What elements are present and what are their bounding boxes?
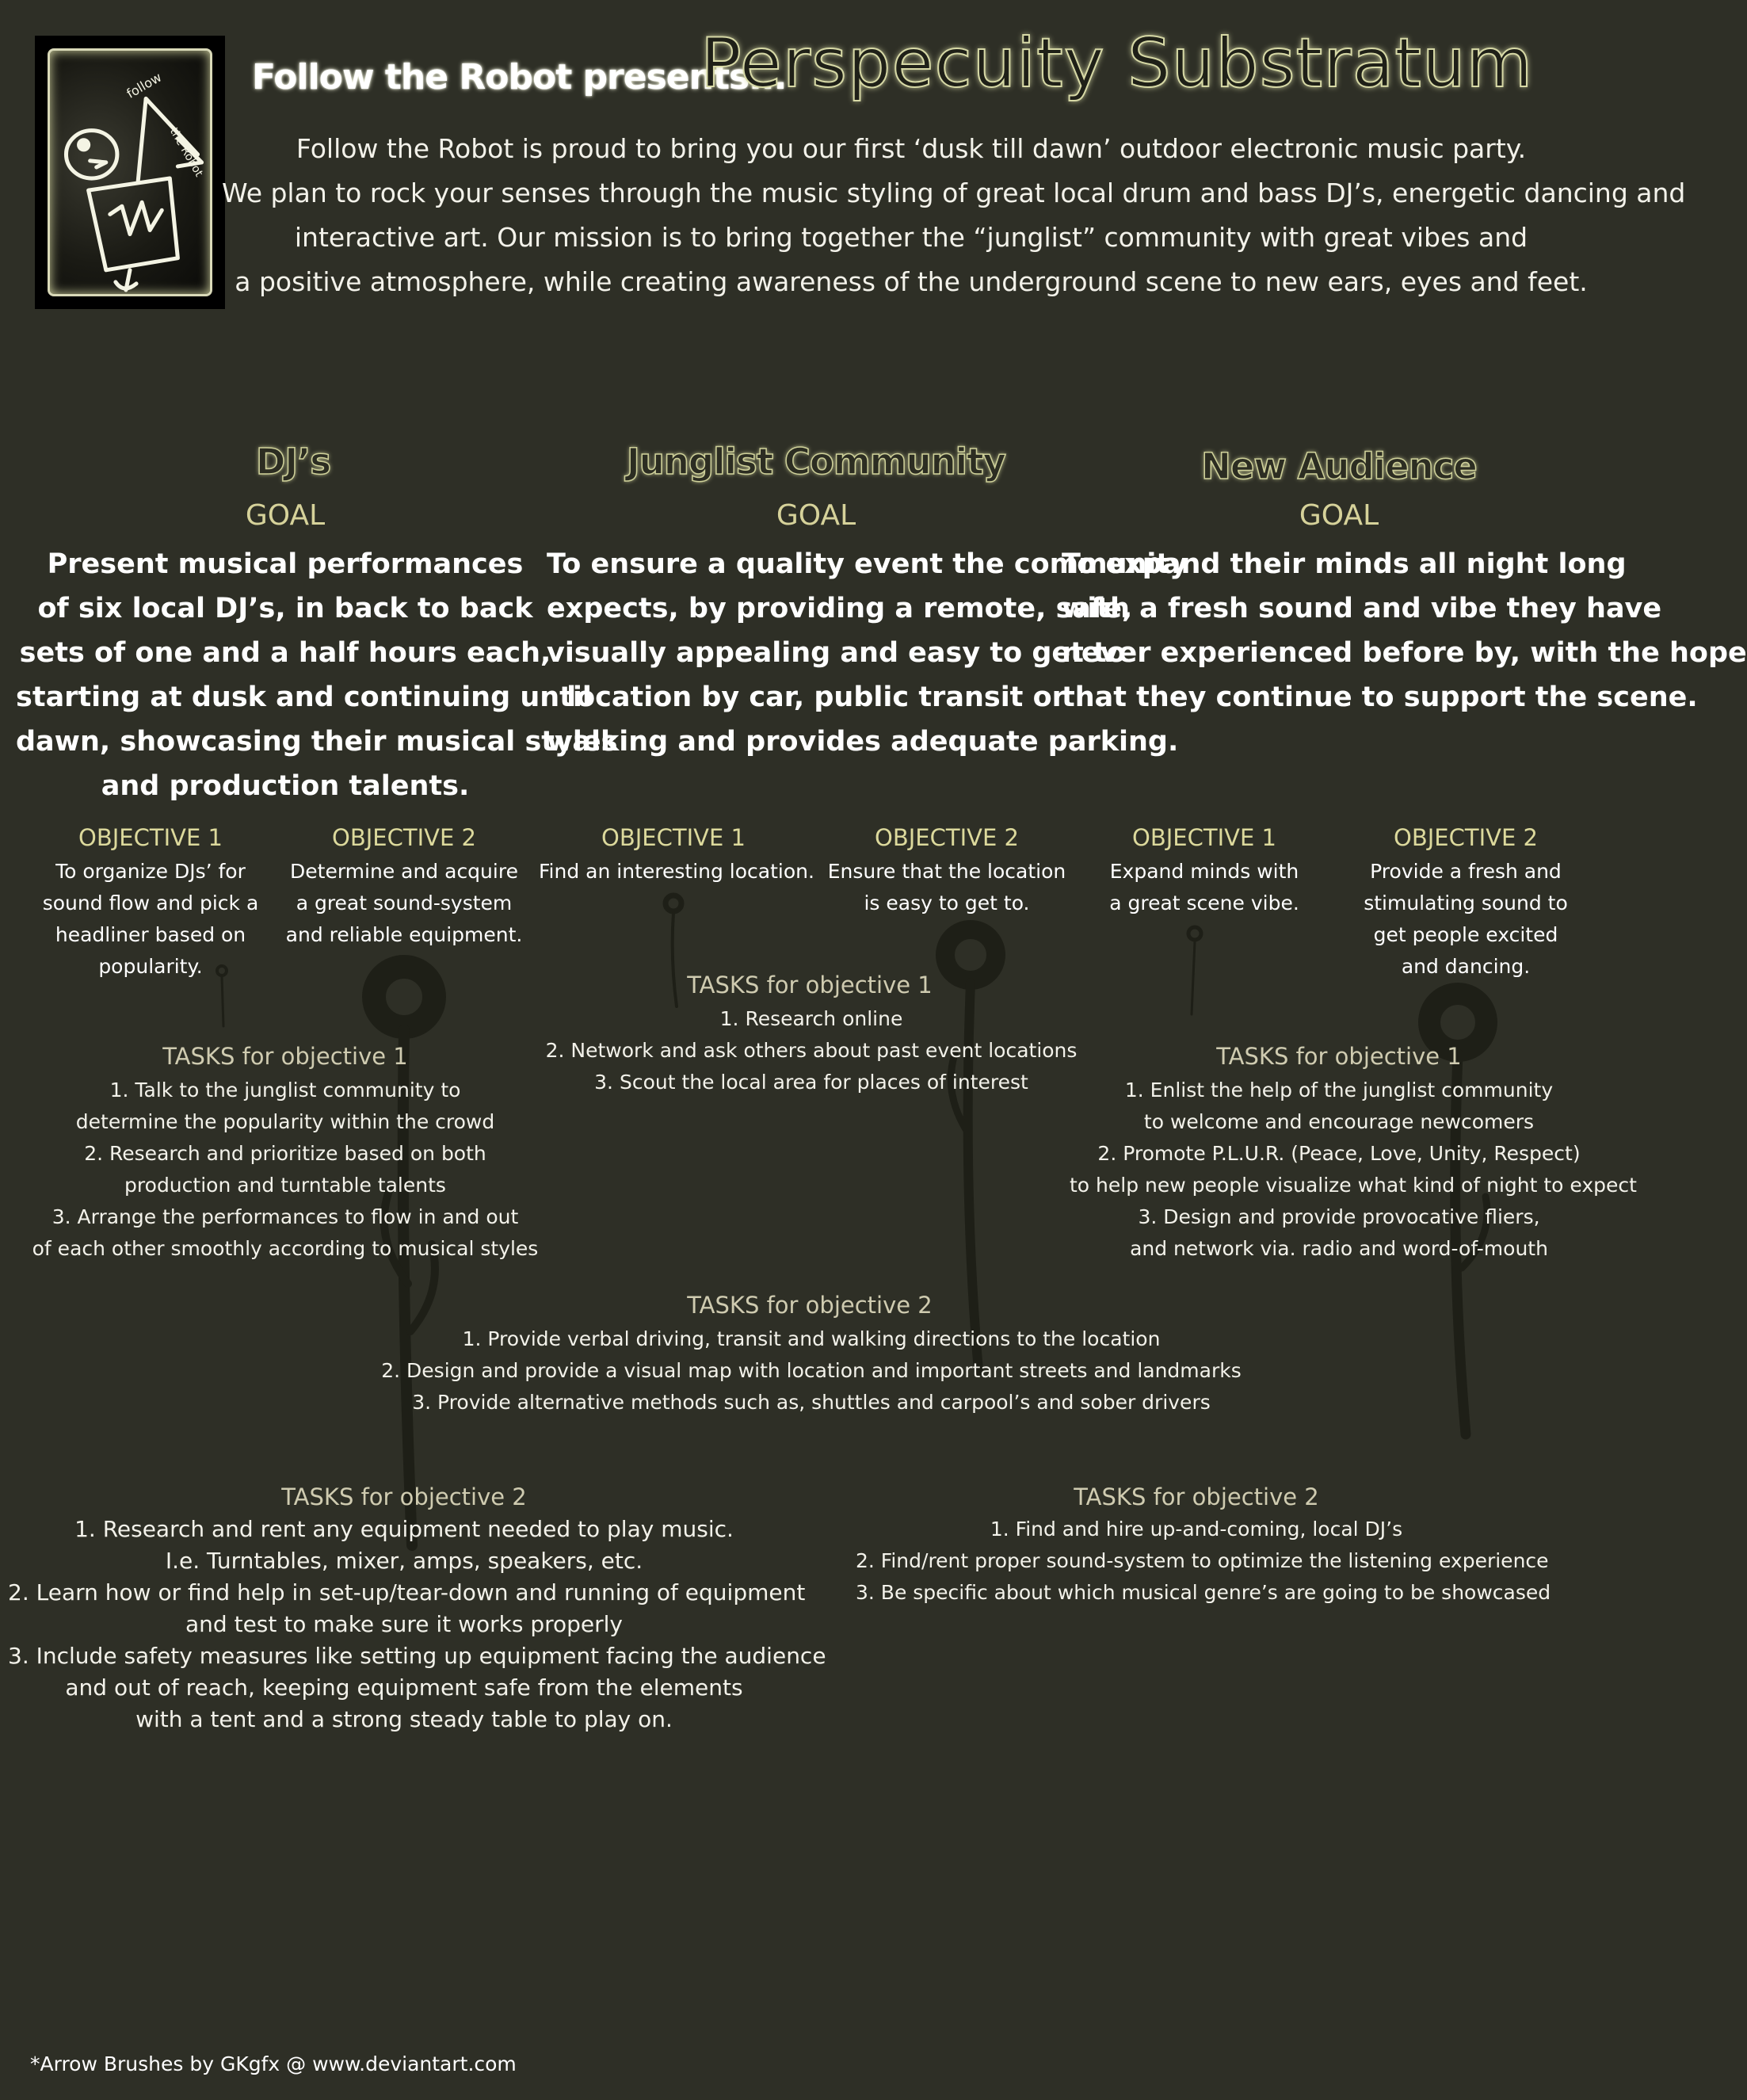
djs-objective2-label: OBJECTIVE 2 <box>332 824 476 851</box>
objective-line: popularity. <box>98 955 203 978</box>
community-heading: Junglist Community <box>627 441 1005 483</box>
brush-credit: *Arrow Brushes by GKgfx @ www.deviantart.com <box>30 2052 517 2075</box>
task-line: and network via. radio and word-of-mouth <box>1130 1237 1548 1260</box>
goal-line: expects, by providing a remote, safe, <box>547 593 1133 624</box>
task-line: 2. Research and prioritize based on both <box>84 1142 486 1165</box>
task-line: 3. Design and provide provocative fliers, <box>1138 1205 1540 1228</box>
djs-objective1-label: OBJECTIVE 1 <box>78 824 223 851</box>
task-line: 1. Find and hire up-and-coming, local DJ’s <box>990 1518 1403 1541</box>
task-line: 1. Provide verbal driving, transit and walking directions to the location <box>462 1327 1161 1350</box>
task-line: 3. Scout the local area for places of interest <box>594 1071 1028 1094</box>
djs-heading: DJ’s <box>256 441 330 483</box>
audience-objective1-text <box>1085 856 1323 919</box>
task-line: 3. Be specific about which musical genre’s are going to be showcased <box>856 1581 1551 1604</box>
objective-line: Determine and acquire <box>290 860 518 883</box>
goal-line: walking and provides adequate parking. <box>547 726 1179 758</box>
audience-goal-text <box>1062 542 1747 720</box>
task-line: determine the popularity within the crowd <box>75 1110 495 1133</box>
community-goal-label: GOAL <box>776 499 856 532</box>
objective-line: sound flow and pick a <box>42 892 259 914</box>
objective-line: headliner based on <box>55 923 246 946</box>
task-line: 1. Enlist the help of the junglist community <box>1124 1079 1554 1102</box>
goal-line: with a fresh sound and vibe they have <box>1062 593 1662 624</box>
robot-logo <box>35 36 225 309</box>
community-tasks2-label: TASKS for objective 2 <box>687 1292 933 1319</box>
task-line: 3. Provide alternative methods such as, shuttles and carpool’s and sober drivers <box>412 1391 1211 1414</box>
djs-objective2-text <box>285 856 523 951</box>
djs-goal-label: GOAL <box>245 499 326 532</box>
task-line: 1. Research and rent any equipment needed to play music. <box>74 1516 734 1542</box>
intro-line: a positive atmosphere, while creating awareness of the underground scene to new ears, eyes and feet. <box>235 266 1588 297</box>
task-line: production and turntable talents <box>124 1174 446 1197</box>
audience-tasks2-list <box>856 1514 1551 1609</box>
objective-line: is easy to get to. <box>864 892 1030 914</box>
goal-line: Present musical performances <box>47 548 524 580</box>
goal-line: To expand their minds all night long <box>1062 548 1627 580</box>
task-line: 2. Learn how or find help in set-up/tear-down and running of equipment <box>8 1579 806 1606</box>
audience-objective1-label: OBJECTIVE 1 <box>1132 824 1276 851</box>
intro-line: Follow the Robot is proud to bring you our first ‘dusk till dawn’ outdoor electronic music party. <box>296 133 1527 164</box>
audience-objective2-text <box>1347 856 1585 983</box>
task-line: 3. Include safety measures like setting up equipment facing the audience <box>8 1643 826 1669</box>
community-objective2-text <box>824 856 1070 919</box>
event-title: Perspecuity Substratum <box>700 24 1534 103</box>
djs-goal-text <box>16 542 618 808</box>
task-line: and test to make sure it works properly <box>185 1611 623 1637</box>
goal-line: dawn, showcasing their musical styles <box>16 726 618 758</box>
audience-tasks1-list <box>1070 1075 1637 1265</box>
audience-tasks1-label: TASKS for objective 1 <box>1216 1043 1462 1070</box>
djs-tasks1-list <box>32 1075 539 1265</box>
community-tasks1-list <box>526 1003 1097 1098</box>
djs-tasks2-list <box>8 1514 826 1735</box>
robot-drawing-icon <box>50 51 210 294</box>
djs-tasks2-label: TASKS for objective 2 <box>281 1483 527 1510</box>
task-line: I.e. Turntables, mixer, amps, speakers, etc. <box>165 1548 643 1574</box>
goal-line: and production talents. <box>101 770 470 802</box>
objective-line: To organize DJs’ for <box>55 860 246 883</box>
audience-goal-label: GOAL <box>1299 499 1379 532</box>
goal-line: To ensure a quality event the community <box>547 548 1188 580</box>
svg-text:follow: follow <box>124 69 165 101</box>
objective-line: a great scene vibe. <box>1109 892 1299 914</box>
task-line: of each other smoothly according to musical styles <box>32 1237 539 1260</box>
task-line: with a tent and a strong steady table to play on. <box>135 1706 673 1732</box>
intro-line: We plan to rock your senses through the music styling of great local drum and bass DJ’s, energetic dancing and <box>222 178 1686 208</box>
task-line: 1. Research online <box>719 1007 903 1030</box>
task-line: 1. Talk to the junglist community to <box>109 1079 461 1102</box>
task-line: 2. Find/rent proper sound-system to optimize the listening experience <box>856 1549 1549 1572</box>
community-objective1-text <box>539 856 814 888</box>
task-line: 2. Promote P.L.U.R. (Peace, Love, Unity, Respect) <box>1097 1142 1581 1165</box>
objective-line: Ensure that the location <box>827 860 1066 883</box>
svg-text:the Robot: the Robot <box>166 125 205 179</box>
intro-paragraph <box>222 127 1686 304</box>
task-line: to welcome and encourage newcomers <box>1143 1110 1535 1133</box>
goal-line: that they continue to support the scene. <box>1062 682 1698 713</box>
objective-line: Find an interesting location. <box>539 860 814 883</box>
objective-line: Provide a fresh and <box>1370 860 1562 883</box>
goal-line: of six local DJ’s, in back to back <box>37 593 533 624</box>
objective-line: and dancing. <box>1401 955 1531 978</box>
task-line: and out of reach, keeping equipment safe from the elements <box>65 1674 743 1701</box>
djs-tasks1-label: TASKS for objective 1 <box>162 1043 408 1070</box>
objective-line: get people excited <box>1373 923 1558 946</box>
community-objective2-label: OBJECTIVE 2 <box>875 824 1019 851</box>
task-line: 3. Arrange the performances to flow in and out <box>51 1205 519 1228</box>
community-tasks2-list <box>376 1323 1247 1418</box>
community-tasks1-label: TASKS for objective 1 <box>687 972 933 998</box>
task-line: 2. Network and ask others about past event locations <box>545 1039 1078 1062</box>
audience-tasks2-label: TASKS for objective 2 <box>1074 1483 1319 1510</box>
objective-line: a great sound-system <box>296 892 513 914</box>
task-line: to help new people visualize what kind of night to expect <box>1070 1174 1637 1197</box>
task-line: 2. Design and provide a visual map with location and important streets and landmarks <box>381 1359 1242 1382</box>
community-objective1-label: OBJECTIVE 1 <box>601 824 746 851</box>
objective-line: and reliable equipment. <box>285 923 523 946</box>
goal-line: never experienced before by, with the hope <box>1062 637 1747 669</box>
objective-line: Expand minds with <box>1109 860 1299 883</box>
audience-objective2-label: OBJECTIVE 2 <box>1394 824 1538 851</box>
objective-line: stimulating sound to <box>1364 892 1568 914</box>
presents-heading: Follow the Robot presents... <box>252 57 787 97</box>
goal-line: sets of one and a half hours each, <box>19 637 551 669</box>
goal-line: location by car, public transit or <box>566 682 1066 713</box>
goal-line: visually appealing and easy to get to <box>547 637 1126 669</box>
goal-line: starting at dusk and continuing until <box>16 682 592 713</box>
community-goal-text <box>547 542 1188 764</box>
audience-heading: New Audience <box>1201 445 1477 487</box>
djs-objective1-text <box>32 856 269 983</box>
intro-line: interactive art. Our mission is to bring together the “junglist” community with great vibes and <box>294 222 1528 253</box>
